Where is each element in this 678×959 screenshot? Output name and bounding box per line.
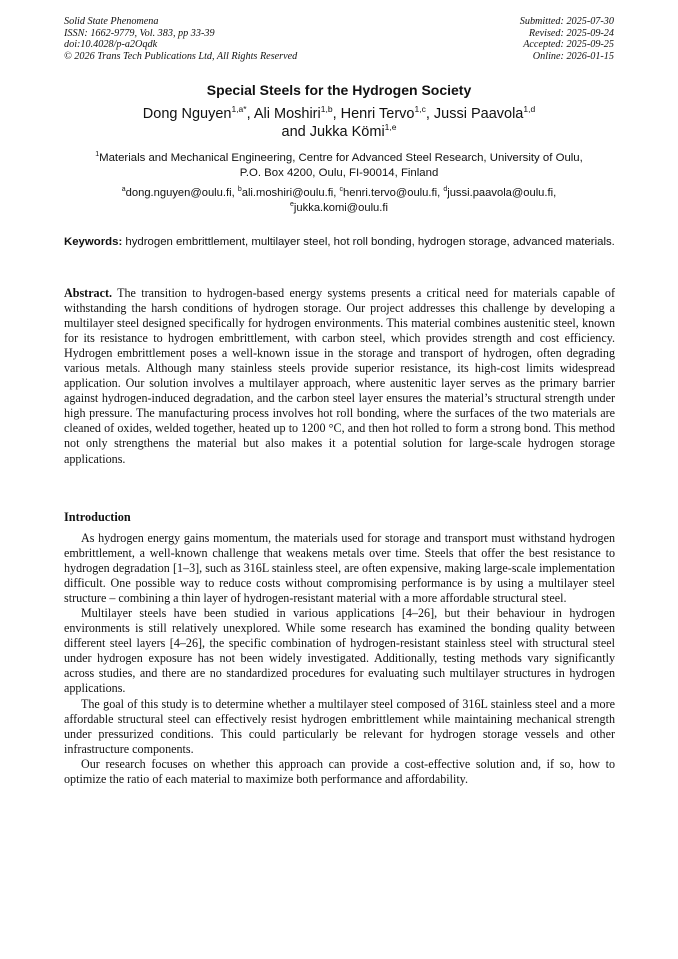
email-address: jukka.komi@oulu.fi bbox=[293, 201, 388, 214]
introduction-body bbox=[64, 531, 615, 787]
journal-info bbox=[64, 16, 297, 62]
author-list bbox=[60, 105, 618, 141]
journal-name: Solid State Phenomena bbox=[64, 16, 159, 27]
paper-title: Special Steels for the Hydrogen Society bbox=[206, 82, 472, 98]
author-line-2 bbox=[60, 123, 618, 141]
author-sep: , bbox=[246, 106, 254, 122]
keywords bbox=[64, 235, 615, 250]
email-sup: e bbox=[290, 200, 294, 208]
author-sup: 1,d bbox=[523, 104, 536, 114]
issn-volume: ISSN: 1662-9779, Vol. 383, pp 33-39 bbox=[64, 27, 215, 39]
author-name: Dong Nguyen bbox=[142, 106, 232, 122]
email-address: ali.moshiri@oulu.fi, bbox=[241, 187, 340, 199]
copyright: © 2026 Trans Tech Publications Ltd, All Rights Reserved bbox=[64, 50, 298, 62]
keywords-text: hydrogen embrittlement, multilayer steel, hot roll bonding, hydrogen storage, advanced materials. bbox=[122, 236, 615, 248]
affiliation-line-1 bbox=[60, 151, 618, 166]
email-sup: a bbox=[121, 186, 126, 193]
abstract bbox=[64, 286, 615, 467]
author-sep: , bbox=[425, 106, 434, 122]
intro-paragraph: As hydrogen energy gains momentum, the materials used for storage and transport must withstand hydrogen embrittlement, a well-known challenge that weakens metals over time. Steels that offer the best resistance to hydrogen degradation [1–3], such as 316L stainless steel, are often expensive, making large-scale implementation difficult. One possible way to reduce costs without compromising performance is by using a multilayer steel structure – combining a thin layer of hydrogen-resistant material with a more affordable structural steel. bbox=[64, 531, 615, 606]
email-line-2 bbox=[60, 201, 618, 216]
intro-paragraph: The goal of this study is to determine whether a multilayer steel composed of 316L stainless steel and a more affordable structural steel can effectively resist hydrogen embrittlement while maintaining mechanical strength under pressurized conditions. This could particularly be relevant for hydrogen storage vessels and other infrastructure components. bbox=[64, 696, 615, 756]
affiliation-line-2: P.O. Box 4200, Oulu, FI-90014, Finland bbox=[239, 167, 439, 179]
intro-paragraph: Our research focuses on whether this approach can provide a cost-effective solution and, if so, how to optimize the ratio of each material to maximize both performance and affordability. bbox=[64, 756, 615, 786]
doi: doi:10.4028/p-a2Oqdk bbox=[64, 39, 158, 51]
author-name: and Jukka Kömi bbox=[281, 124, 385, 140]
author-emails bbox=[60, 186, 618, 215]
email-sup: b bbox=[237, 186, 242, 193]
email-address: jussi.paavola@oulu.fi, bbox=[447, 187, 557, 199]
affiliation-text: Materials and Mechanical Engineering, Centre for Advanced Steel Research, University of Oulu, bbox=[99, 152, 583, 164]
author-line-1 bbox=[60, 105, 618, 123]
author-name: Ali Moshiri bbox=[253, 106, 321, 122]
keywords-label: Keywords: bbox=[64, 236, 123, 248]
email-line-1 bbox=[60, 186, 618, 201]
author-sup: 1,e bbox=[384, 122, 397, 132]
author-sep: , bbox=[332, 106, 341, 122]
affiliation bbox=[60, 151, 618, 181]
section-heading-introduction: Introduction bbox=[64, 510, 131, 524]
author-sup: 1,c bbox=[414, 104, 426, 114]
author-sup: 1,a* bbox=[231, 104, 247, 114]
accepted-date: Accepted: 2025-09-25 bbox=[523, 39, 614, 51]
abstract-label: Abstract. bbox=[64, 286, 113, 300]
submitted-date: Submitted: 2025-07-30 bbox=[519, 16, 614, 27]
email-address: dong.nguyen@oulu.fi, bbox=[125, 187, 238, 199]
email-sup: d bbox=[443, 186, 448, 193]
email-address: henri.tervo@oulu.fi, bbox=[343, 187, 444, 199]
author-sup: 1,b bbox=[320, 104, 333, 114]
author-name: Jussi Paavola bbox=[433, 106, 524, 122]
abstract-text: The transition to hydrogen-based energy systems presents a critical need for materials capable of withstanding the harsh conditions of hydrogen storage. Our project addresses this challenge by developing a multilayer steel designed specifically for hydrogen environments. This material combines austenitic steel, known for its resistance to hydrogen embrittlement, with carbon steel, which provides strength and cost efficiency. Hydrogen embrittlement poses a well-known issue in the storage and transport of hydrogen, often degrading various metals. Although many stainless steels provide superior resistance, its high-cost limits widespread application. Our solution involves a multilayer approach, where austenitic layer serves as the primary barrier against hydrogen-induced degradation, and the carbon steel layer ensures the material’s structural strength under high pressure. The manufacturing process involves hot roll bonding, where the surfaces of the two materials are cleaned of oxides, welded together, heated up to 1200 °C, and then hot rolled to form a strong bond. This method not only strengthens the material but also makes it a potential solution for large-scale hydrogen storage applications. bbox=[64, 286, 615, 466]
affiliation-sup: 1 bbox=[95, 151, 100, 158]
dates-info bbox=[520, 16, 614, 62]
online-date: Online: 2026-01-15 bbox=[532, 50, 614, 62]
intro-paragraph: Multilayer steels have been studied in various applications [4–26], but their behaviour in hydrogen environments is still relatively unexplored. While some research has examined the bonding quality between different steel layers [4–26], the specific combination of hydrogen-resistant stainless steel with structural steel under hydrogen exposure has not been widely investigated. Additionally, testing methods vary significantly across studies, and there are no standardized procedures for evaluating such multilayer structures in hydrogen applications. bbox=[64, 606, 615, 696]
revised-date: Revised: 2025-09-24 bbox=[528, 27, 614, 39]
email-sup: c bbox=[339, 186, 344, 193]
author-name: Henri Tervo bbox=[340, 106, 415, 122]
